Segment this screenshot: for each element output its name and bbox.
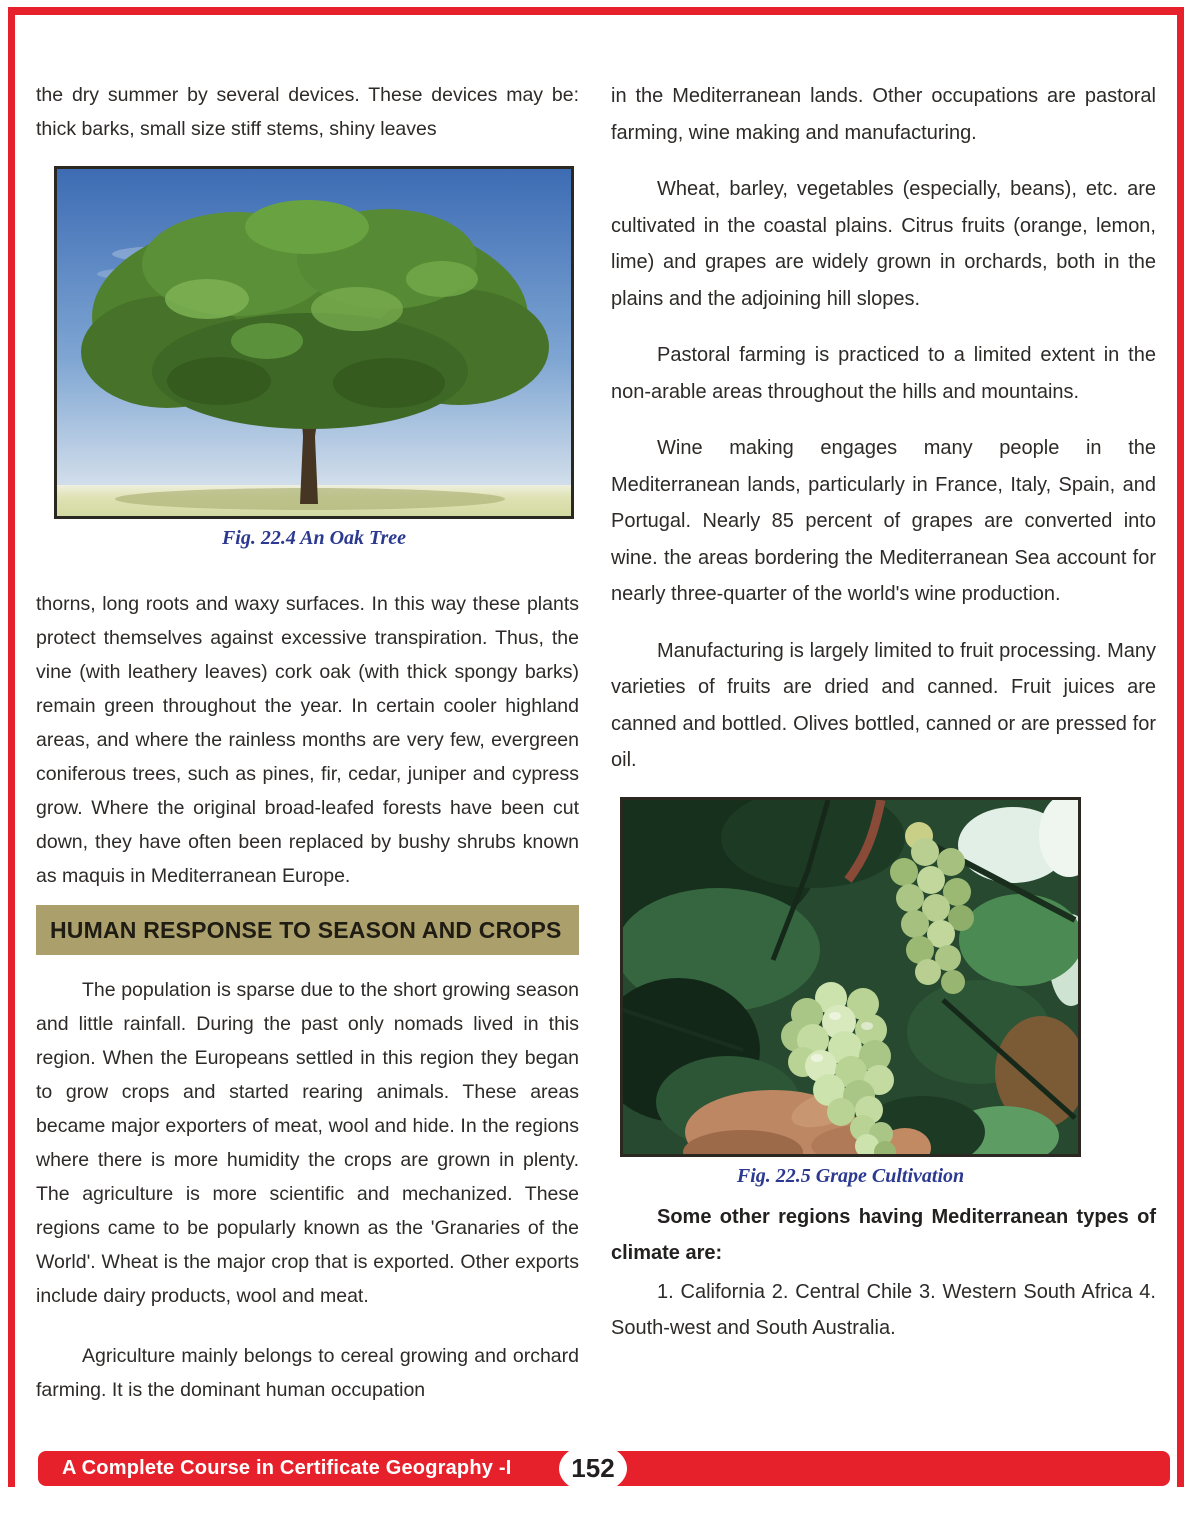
figure-grape-cultivation	[620, 797, 1081, 1189]
oak-tree-photo	[54, 166, 574, 519]
page-frame-left-rule	[8, 7, 15, 1487]
right-column	[611, 78, 1156, 1347]
footer-book-title: A Complete Course in Certificate Geography -I	[62, 1457, 512, 1479]
figure-caption-grape: Fig. 22.5 Grape Cultivation	[736, 1164, 965, 1187]
section-heading-human-response: HUMAN RESPONSE TO SEASON AND CROPS	[36, 905, 579, 955]
figure-caption-oak: Fig. 22.4 An Oak Tree	[221, 527, 407, 549]
paragraph-wine-making: Wine making engages many people in the Mediterranean lands, particularly in France, Italy, Spain, and Portugal. Nearly 85 percent of grapes are converted into wine. the areas bordering the Mediterranean Sea account for nearly three-quarter of the world's wine production.	[611, 437, 1156, 605]
paragraph-wheat-barley: Wheat, barley, vegetables (especially, beans), etc. are cultivated in the coastal plains. Citrus fruits (orange, lemon, lime) and grapes are widely grown in orchards, both in the plains and the adjoining hill slopes.	[611, 178, 1156, 310]
paragraph-dry-summer: the dry summer by several devices. These devices may be: thick barks, small size stiff stems, shiny leaves	[36, 84, 579, 140]
figure-oak-tree	[54, 166, 574, 551]
paragraph-other-regions: Some other regions having Mediterranean types of climate are:	[611, 1205, 1156, 1264]
paragraph-pastoral-farming: Pastoral farming is practiced to a limited extent in the non-arable areas throughout the hills and mountains.	[611, 344, 1156, 403]
grape-cultivation-photo	[620, 797, 1081, 1157]
page-frame-top-rule	[10, 7, 1182, 15]
left-column	[36, 78, 579, 1407]
paragraph-regions-list: 1. California 2. Central Chile 3. Western South Africa 4. South-west and South Australia.	[611, 1280, 1156, 1339]
paragraph-manufacturing: Manufacturing is largely limited to fruit processing. Many varieties of fruits are dried and canned. Fruit juices are canned and bottled. Olives bottled, canned or are pressed for oil.	[611, 639, 1156, 771]
page-number-badge: 152	[559, 1444, 627, 1493]
paragraph-thorns: thorns, long roots and waxy surfaces. In this way these plants protect themselves against excessive transpiration. Thus, the vine (with leathery leaves) cork oak (with thick spongy barks) remain green throughout the year. In certain cooler highland areas, and where the rainless months are very few, evergreen coniferous trees, such as pines, fir, cedar, juniper and cypress grow. Where the original broad-leafed forests have been cut down, they have often been replaced by bushy shrubs known as maquis in Mediterranean Europe.	[36, 593, 579, 887]
paragraph-mediterranean-lands: in the Mediterranean lands. Other occupations are pastoral farming, wine making and manufacturing.	[611, 85, 1156, 144]
paragraph-population: The population is sparse due to the short growing season and little rainfall. During the past only nomads lived in this region. When the Europeans settled in this region they began to grow crops and started rearing animals. These areas became major exporters of meat, wool and hide. In the regions where there is more humidity the crops are grown in plenty. The agriculture is more scientific and mechanized. These regions came to be popularly known as the 'Granaries of the World'. Wheat is the major crop that is exported. Other exports include dairy products, wool and meat.	[36, 979, 579, 1307]
paragraph-agriculture: Agriculture mainly belongs to cereal growing and orchard farming. It is the dominant human occupation	[36, 1345, 579, 1401]
page-frame-right-rule	[1177, 7, 1184, 1487]
